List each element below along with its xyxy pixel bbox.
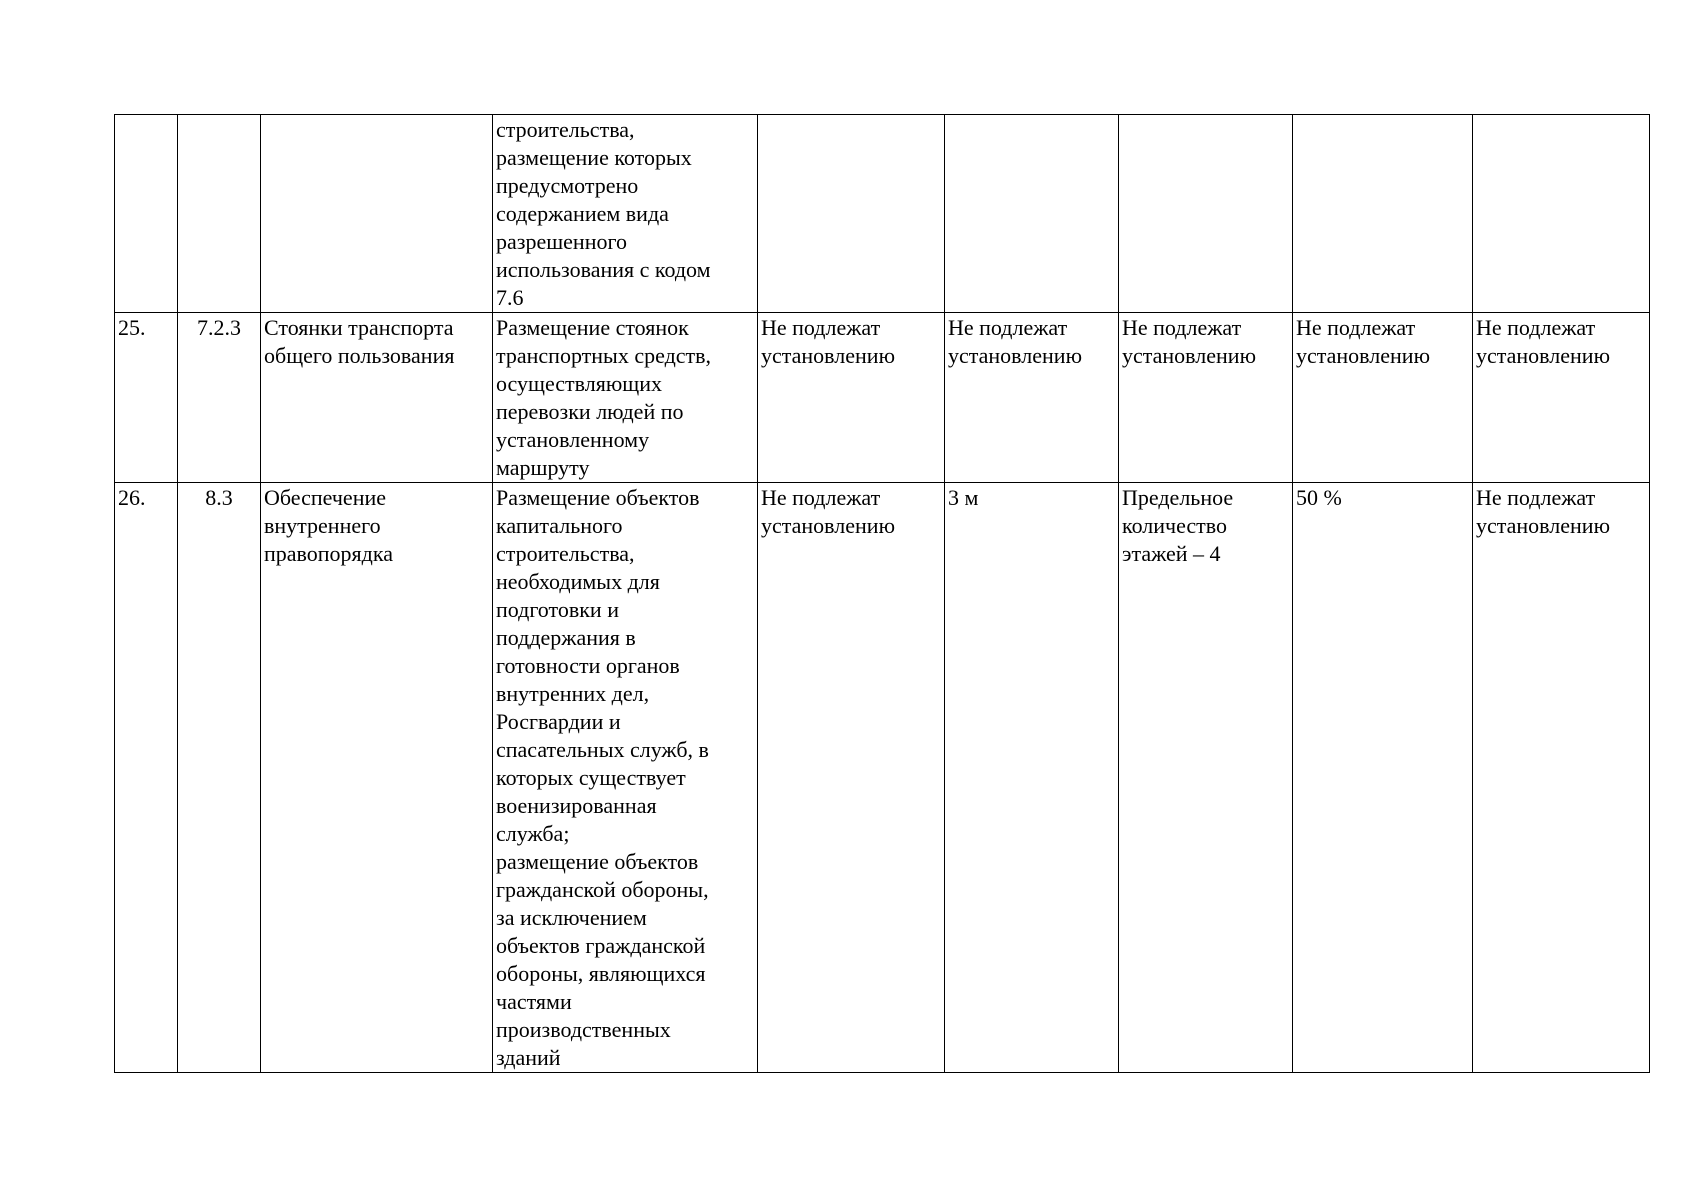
cell-col7: Предельное количество этажей – 4 — [1119, 483, 1293, 1073]
cell-col5: Не подлежат установлению — [758, 313, 945, 483]
cell-description: строительства, размещение которых предусмотрено содержанием вида разрешенного использования с кодом 7.6 — [493, 115, 758, 313]
cell-col5: Не подлежат установлению — [758, 483, 945, 1073]
land-use-table — [114, 114, 1650, 1073]
cell-name: Обеспечение внутреннего правопорядка — [261, 483, 493, 1073]
cell-col8: 50 % — [1293, 483, 1473, 1073]
cell-description: Размещение объектов капитального строительства, необходимых для подготовки и поддержания в готовности органов внутренних дел, Росгвардии и спасательных служб, в которых существует военизированная служба; размещение объектов гражданской обороны, за исключением объектов гражданской обороны, являющихся частями производственных зданий — [493, 483, 758, 1073]
cell-code — [178, 115, 261, 313]
cell-description: Размещение стоянок транспортных средств, осуществляющих перевозки людей по установленному маршруту — [493, 313, 758, 483]
cell-col8 — [1293, 115, 1473, 313]
cell-col6: 3 м — [945, 483, 1119, 1073]
cell-col9: Не подлежат установлению — [1473, 483, 1650, 1073]
cell-col7: Не подлежат установлению — [1119, 313, 1293, 483]
table-row-26 — [115, 483, 1650, 1073]
cell-number: 26. — [115, 483, 178, 1073]
cell-number — [115, 115, 178, 313]
cell-col5 — [758, 115, 945, 313]
cell-col8: Не подлежат установлению — [1293, 313, 1473, 483]
cell-col6: Не подлежат установлению — [945, 313, 1119, 483]
cell-name — [261, 115, 493, 313]
cell-code: 7.2.3 — [178, 313, 261, 483]
cell-col9: Не подлежат установлению — [1473, 313, 1650, 483]
cell-code: 8.3 — [178, 483, 261, 1073]
cell-col7 — [1119, 115, 1293, 313]
cell-name: Стоянки транспорта общего пользования — [261, 313, 493, 483]
cell-col6 — [945, 115, 1119, 313]
cell-number: 25. — [115, 313, 178, 483]
cell-col9 — [1473, 115, 1650, 313]
table-row-continuation — [115, 115, 1650, 313]
table-row-25 — [115, 313, 1650, 483]
